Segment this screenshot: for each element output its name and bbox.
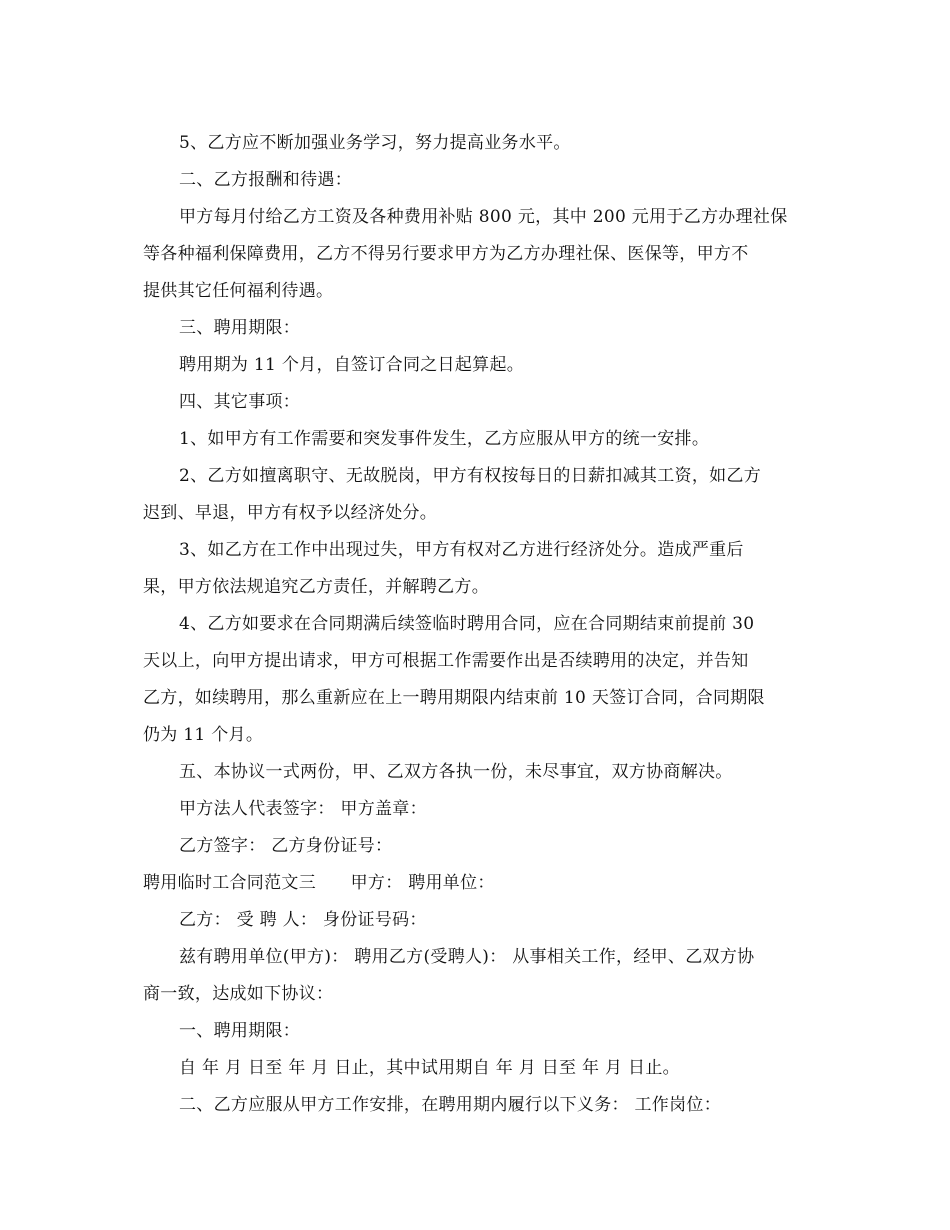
paragraph-line: 自 年 月 日至 年 月 日止，其中试用期自 年 月 日至 年 月 日止。 bbox=[179, 1058, 680, 1078]
paragraph-line: 商一致，达成如下协议： bbox=[143, 984, 334, 1004]
paragraph-line: 二、乙方应服从甲方工作安排，在聘用期内履行以下义务： 工作岗位： bbox=[179, 1095, 722, 1115]
paragraph-line: 兹有聘用单位(甲方)： 聘用乙方(受聘人)： 从事相关工作，经甲、乙双方协 bbox=[179, 947, 755, 967]
paragraph-line: 3、如乙方在工作中出现过失，甲方有权对乙方进行经济处分。造成严重后 bbox=[179, 540, 744, 560]
paragraph-line: 聘用期为 11 个月，自签订合同之日起算起。 bbox=[179, 355, 525, 375]
paragraph-line: 迟到、早退，甲方有权予以经济处分。 bbox=[143, 503, 438, 523]
paragraph-line: 甲方每月付给乙方工资及各种费用补贴 800 元，其中 200 元用于乙方办理社保 bbox=[179, 207, 788, 227]
party-line: 乙方： 受 聘 人： 身份证号码： bbox=[179, 910, 427, 930]
section-heading: 二、乙方报酬和待遇： bbox=[179, 170, 352, 190]
signature-line: 乙方签字： 乙方身份证号： bbox=[179, 836, 393, 856]
paragraph-line: 1、如甲方有工作需要和突发事件发生，乙方应服从甲方的统一安排。 bbox=[179, 429, 710, 449]
paragraph-line: 4、乙方如要求在合同期满后续签临时聘用合同，应在合同期结束前提前 30 bbox=[179, 614, 755, 634]
paragraph-line: 等各种福利保障费用，乙方不得另行要求甲方为乙方办理社保、医保等，甲方不 bbox=[143, 244, 749, 264]
paragraph-line: 乙方，如续聘用，那么重新应在上一聘用期限内结束前 10 天签订合同，合同期限 bbox=[143, 688, 765, 708]
paragraph-line: 五、本协议一式两份，甲、乙双方各执一份，未尽事宜，双方协商解决。 bbox=[179, 762, 733, 782]
paragraph-line: 提供其它任何福利待遇。 bbox=[143, 281, 334, 301]
paragraph-line: 2、乙方如擅离职守、无故脱岗，甲方有权按每日的日薪扣减其工资，如乙方 bbox=[179, 466, 762, 486]
section-heading: 一、聘用期限： bbox=[179, 1021, 301, 1041]
contract-title-line: 聘用临时工合同范文三 甲方： 聘用单位： bbox=[143, 873, 495, 893]
paragraph-line: 果，甲方依法规追究乙方责任，并解聘乙方。 bbox=[143, 577, 489, 597]
section-heading: 四、其它事项： bbox=[179, 392, 301, 412]
paragraph-line: 天以上，向甲方提出请求，甲方可根据工作需要作出是否续聘用的决定，并告知 bbox=[143, 651, 749, 671]
section-heading: 三、聘用期限： bbox=[179, 318, 301, 338]
signature-line: 甲方法人代表签字： 甲方盖章： bbox=[179, 799, 427, 819]
paragraph-line: 5、乙方应不断加强业务学习，努力提高业务水平。 bbox=[179, 133, 571, 153]
paragraph-line: 仍为 11 个月。 bbox=[143, 725, 264, 745]
